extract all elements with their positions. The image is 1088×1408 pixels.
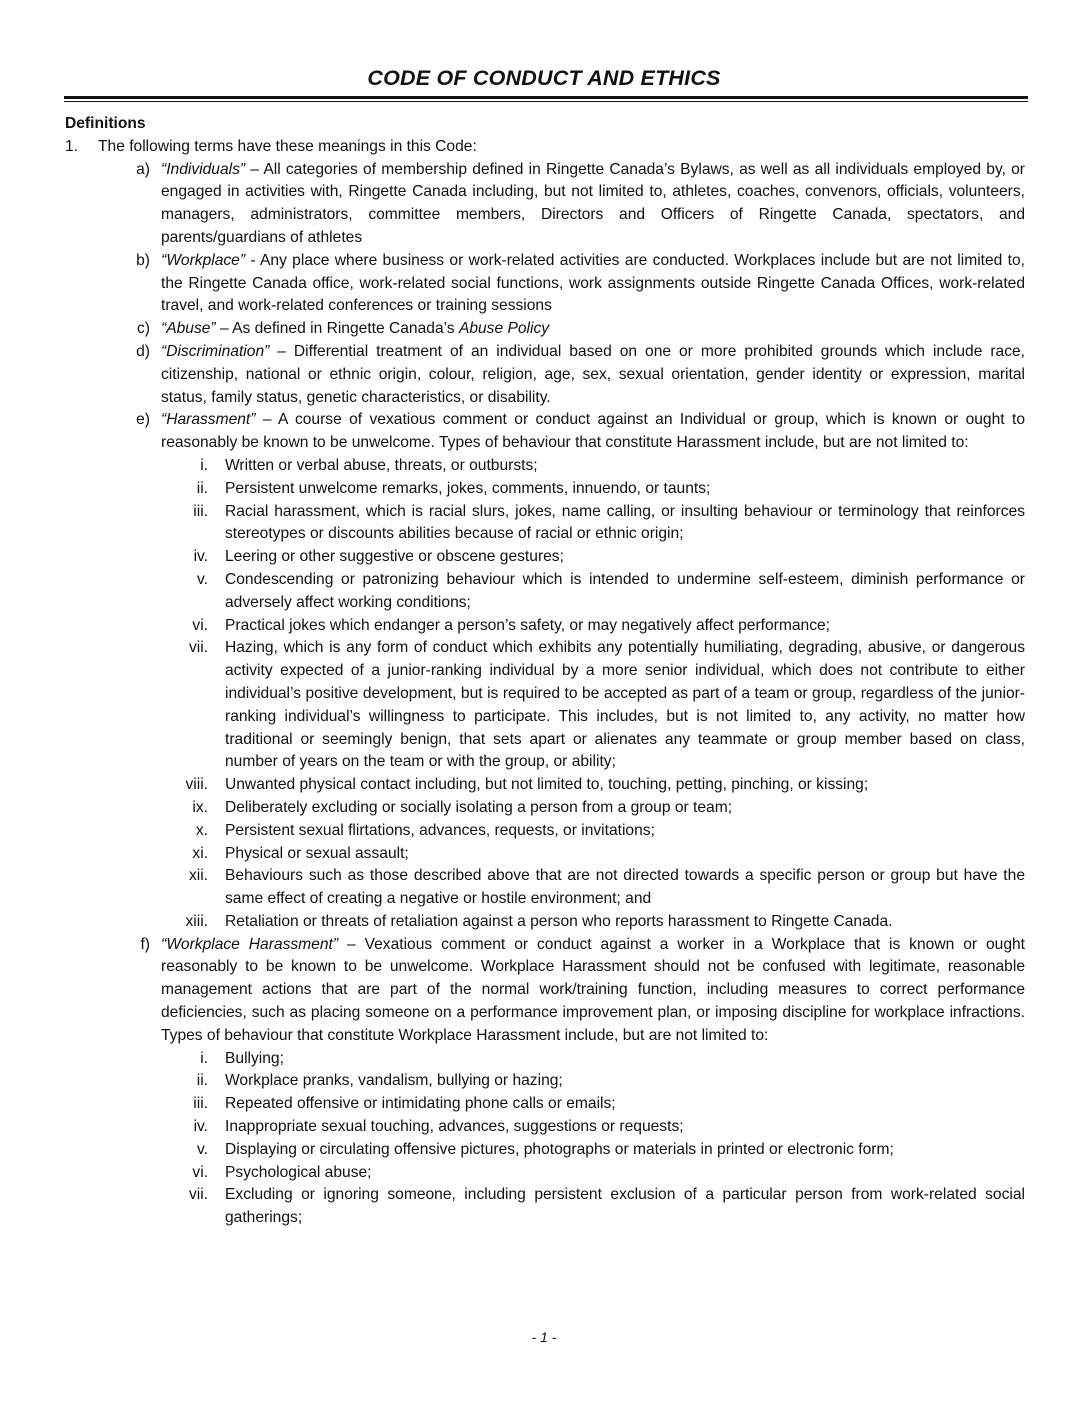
list-item-text: Inappropriate sexual touching, advances, suggestions or requests;	[225, 1118, 684, 1136]
list-item	[0, 843, 1088, 866]
list-item-text: Displaying or circulating offensive pictures, photographs or materials in printed or electronic form;	[225, 1140, 894, 1158]
list-item-label: iii.	[193, 502, 208, 520]
list-item	[0, 478, 1088, 501]
list-item	[0, 546, 1088, 569]
list-item-text: Workplace pranks, vandalism, bullying or hazing;	[225, 1072, 563, 1090]
list-item	[0, 911, 1088, 934]
clause-number: 1.	[65, 137, 79, 155]
definition-term: “Individuals”	[161, 160, 246, 178]
list-item	[0, 615, 1088, 638]
definition-body: - Any place where business or work-related activities are conducted. Workplaces include but are not limited to, the Ringette Canada office, work-related social functions, work assignments outside Ringette Canada Offices, work-related travel, and work-related conferences or training sessions	[161, 251, 1025, 315]
list-item-text: Bullying;	[225, 1049, 284, 1067]
list-item-text: Hazing, which is any form of conduct which exhibits any potentially humiliating, degrading, abusive, or dangerous activity expected of a junior-ranking individual by a more senior individual, which does not contribute to either individual’s positive development, but is required to be accepted as part of a team or group, regardless of the junior-ranking individual’s willingness to participate. This includes, but is not limited to, any activity, no matter how traditional or seemingly benign, that sets apart or alienates any teammate or group member based on class, number of years on the team or with the group, or ability;	[225, 639, 1025, 771]
clause-1	[0, 136, 1088, 159]
list-item-label: xii.	[188, 867, 208, 885]
list-item-label: v.	[197, 570, 208, 588]
definition-label: d)	[136, 342, 150, 360]
list-item	[0, 797, 1088, 820]
list-item-text: Racial harassment, which is racial slurs, jokes, name calling, or insulting behaviour or terminology that reinforces stereotypes or discounts abilities because of racial or ethnic origin;	[225, 502, 1025, 543]
list-item	[0, 569, 1088, 615]
definition-text	[161, 341, 1025, 409]
definition-label: b)	[136, 251, 150, 269]
list-item-text: Excluding or ignoring someone, including persistent exclusion of a particular person from work-related social gatherings;	[225, 1186, 1025, 1227]
clause-intro: The following terms have these meanings in this Code:	[98, 137, 477, 155]
policy-reference: Abuse Policy	[458, 320, 550, 338]
workplace-harassment-list	[0, 1048, 1088, 1230]
list-item-text: Practical jokes which endanger a person’s safety, or may negatively affect performance;	[225, 616, 831, 634]
definition-term: “Workplace Harassment”	[161, 935, 339, 953]
definition-individuals	[0, 159, 1088, 250]
title-rule-thick	[64, 96, 1028, 99]
list-item-label: vii.	[188, 1186, 208, 1204]
list-item-label: ii.	[196, 479, 208, 497]
definition-label: a)	[136, 160, 150, 178]
definition-text	[161, 318, 1025, 341]
list-item-text: Psychological abuse;	[225, 1163, 372, 1181]
list-item-label: xiii.	[185, 912, 208, 930]
definition-term: “Abuse”	[161, 320, 216, 338]
list-item-label: vii.	[188, 639, 208, 657]
definition-harassment	[0, 409, 1088, 455]
definition-term: “Discrimination”	[161, 342, 270, 360]
list-item	[0, 1139, 1088, 1162]
list-item-label: iii.	[193, 1095, 208, 1113]
list-item	[0, 455, 1088, 478]
list-item-label: iv.	[193, 1118, 208, 1136]
document-body	[0, 113, 1088, 1230]
list-item	[0, 1184, 1088, 1230]
list-item-text: Persistent unwelcome remarks, jokes, comments, innuendo, or taunts;	[225, 479, 711, 497]
definition-text	[161, 934, 1025, 1048]
list-item-text: Persistent sexual flirtations, advances, requests, or invitations;	[225, 821, 655, 839]
list-item	[0, 1048, 1088, 1071]
definition-body: – Vexatious comment or conduct against a worker in a Workplace that is known or ought reasonably to be known to be unwelcome. Workplace Harassment should not be confused with legitimate, reasonable management actions that are part of the normal work/training function, including measures to correct performance deficiencies, such as placing someone on a performance improvement plan, or imposing discipline for workplace infractions. Types of behaviour that constitute Workplace Harassment include, but are not limited to:	[161, 935, 1026, 1044]
list-item-text: Leering or other suggestive or obscene gestures;	[225, 548, 564, 566]
harassment-list	[0, 455, 1088, 934]
section-heading: Definitions	[65, 115, 146, 132]
list-item-text: Retaliation or threats of retaliation against a person who reports harassment to Ringette Canada.	[225, 912, 893, 930]
definition-label: f)	[140, 935, 150, 953]
list-item	[0, 1162, 1088, 1185]
definition-text	[161, 159, 1025, 250]
list-item-text: Repeated offensive or intimidating phone calls or emails;	[225, 1095, 616, 1113]
definition-label: c)	[137, 320, 150, 338]
definition-term: “Harassment”	[161, 411, 256, 429]
list-item-label: vi.	[192, 1163, 208, 1181]
list-item	[0, 1070, 1088, 1093]
list-item	[0, 1093, 1088, 1116]
list-item-label: viii.	[185, 776, 208, 794]
definition-body: – Differential treatment of an individual based on one or more prohibited grounds which include race, citizenship, national or ethnic origin, colour, religion, age, sex, sexual orientation, gender identity or expression, marital status, family status, genetic characteristics, or disability.	[161, 342, 1025, 406]
page-number: - 1 -	[531, 1329, 557, 1345]
list-item-label: v.	[197, 1140, 208, 1158]
definition-text	[161, 250, 1025, 318]
list-item-label: x.	[195, 821, 208, 839]
list-item-text: Deliberately excluding or socially isolating a person from a group or team;	[225, 798, 733, 816]
list-item-label: ii.	[196, 1072, 208, 1090]
definition-workplace-harassment	[0, 934, 1088, 1048]
list-item-text: Physical or sexual assault;	[225, 844, 409, 862]
list-item-label: ix.	[192, 798, 208, 816]
list-item-label: vi.	[192, 616, 208, 634]
definition-abuse	[0, 318, 1088, 341]
definition-body: – All categories of membership defined in Ringette Canada’s Bylaws, as well as all individuals employed by, or engaged in activities with, Ringette Canada including, but not limited to, athletes, coaches, convenors, officials, volunteers, managers, administrators, committee members, Directors and Officers of Ringette Canada, spectators, and parents/guardians of athletes	[161, 160, 1025, 246]
list-item	[0, 501, 1088, 547]
list-item	[0, 1116, 1088, 1139]
list-item	[0, 774, 1088, 797]
list-item	[0, 820, 1088, 843]
list-item	[0, 637, 1088, 774]
list-item-text: Unwanted physical contact including, but not limited to, touching, petting, pinching, or kissing;	[225, 776, 869, 794]
definition-body: – A course of vexatious comment or conduct against an Individual or group, which is known or ought to reasonably be known to be unwelcome. Types of behaviour that constitute Harassment include, but are not limited to:	[161, 411, 1025, 452]
list-item-label: i.	[200, 1049, 208, 1067]
list-item-label: xi.	[192, 844, 208, 862]
definition-term: “Workplace”	[161, 251, 246, 269]
title-rule-thin	[64, 101, 1028, 102]
definition-label: e)	[136, 411, 150, 429]
list-item-text: Behaviours such as those described above that are not directed towards a specific person or group but have the same effect of creating a negative or hostile environment; and	[225, 867, 1025, 908]
definition-body: – As defined in Ringette Canada’s	[215, 320, 459, 338]
list-item-label: i.	[200, 456, 208, 474]
definition-workplace	[0, 250, 1088, 318]
list-item	[0, 865, 1088, 911]
definition-text	[161, 409, 1025, 455]
document-title: CODE OF CONDUCT AND ETHICS	[367, 66, 721, 90]
list-item-text: Condescending or patronizing behaviour which is intended to undermine self-esteem, diminish performance or adversely affect working conditions;	[225, 570, 1025, 611]
definition-discrimination	[0, 341, 1088, 409]
list-item-label: iv.	[193, 548, 208, 566]
list-item-text: Written or verbal abuse, threats, or outbursts;	[225, 456, 538, 474]
